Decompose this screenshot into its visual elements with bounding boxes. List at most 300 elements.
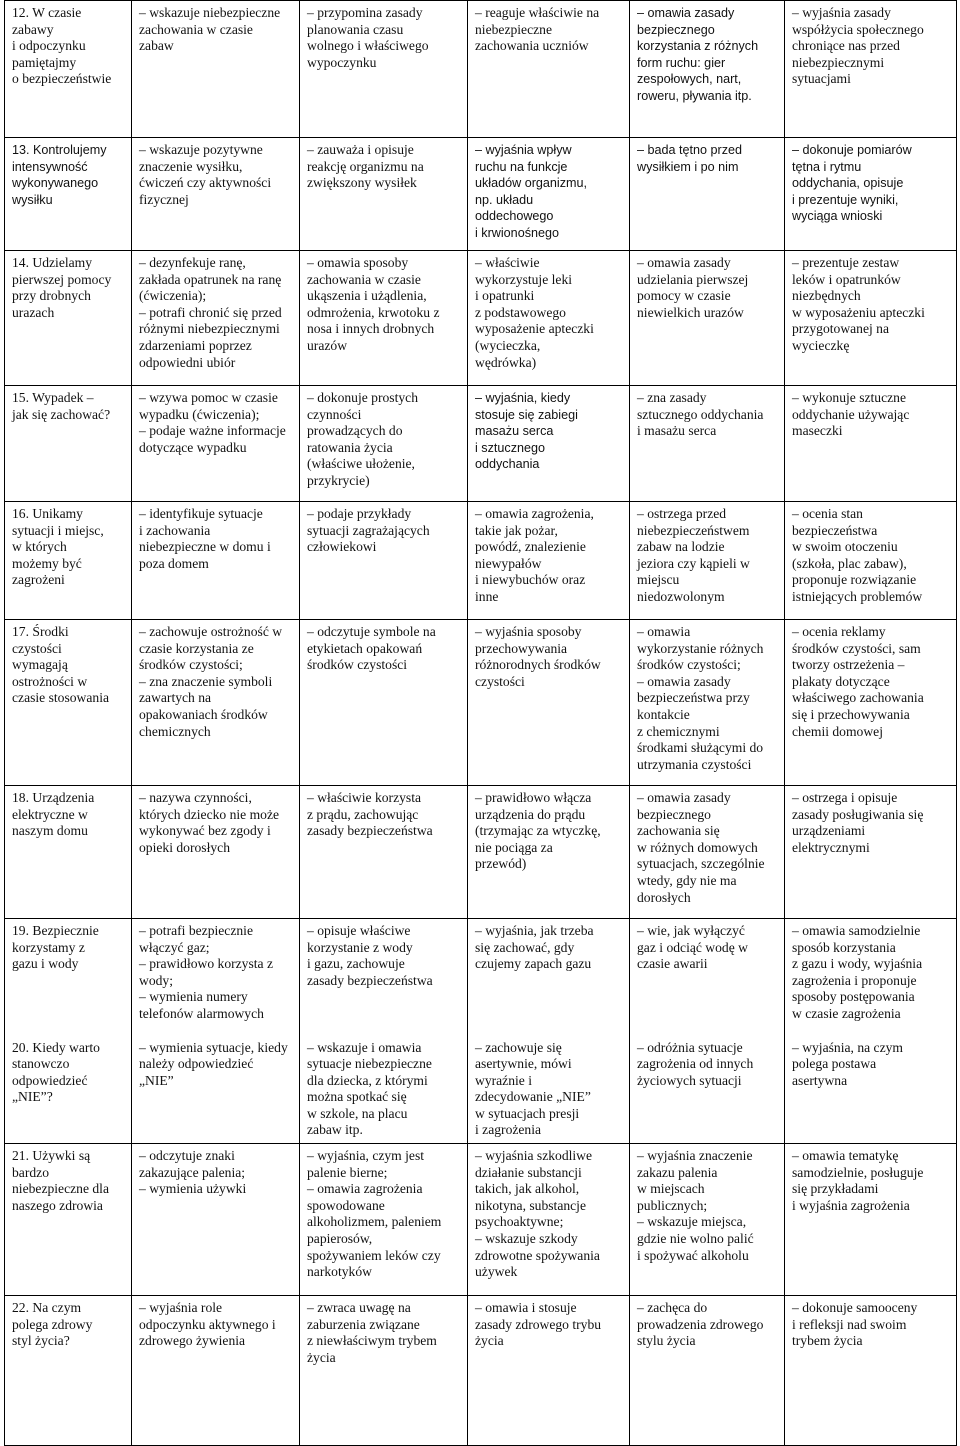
cell-line: z prądu, zachowując bbox=[307, 806, 419, 822]
cell-line: pomocy w czasie bbox=[637, 288, 731, 304]
cell-line: stosuje się zabiegi bbox=[475, 407, 578, 422]
cell-line: – właściwie bbox=[475, 255, 540, 270]
cell-line: odmrożenia, krwotoku z bbox=[307, 304, 440, 320]
cell-line: – omawia zasady bbox=[637, 673, 731, 689]
cell-line: – potrafi bezpiecznie bbox=[139, 923, 253, 938]
cell-line: opieki dorosłych bbox=[139, 839, 230, 855]
table-cell-req-4 bbox=[630, 919, 785, 1036]
cell-line: – wyjaśnia role bbox=[139, 1300, 223, 1316]
cell-line: – wymienia sytuacje, kiedy bbox=[139, 1039, 288, 1055]
cell-line: etykietach opakowań bbox=[307, 640, 423, 656]
cell-line: 18. Urządzenia bbox=[12, 790, 95, 805]
cell-line: – wzywa pomoc w czasie bbox=[139, 390, 278, 405]
cell-line: 20. Kiedy warto bbox=[12, 1039, 100, 1055]
cell-line: – omawia bbox=[637, 624, 691, 639]
cell-line: sposób korzystania bbox=[792, 939, 896, 955]
table-cell-req-1 bbox=[132, 251, 300, 386]
table-row bbox=[5, 1036, 957, 1144]
cell-line: (szkoła, plac zabaw), bbox=[792, 555, 907, 571]
cell-line: układów organizmu, bbox=[475, 176, 588, 191]
cell-line: których dziecko nie może bbox=[139, 806, 280, 822]
cell-line: miejscu bbox=[637, 572, 680, 588]
cell-line: wody; bbox=[139, 972, 173, 988]
cell-line: urazach bbox=[12, 304, 55, 320]
cell-line: poza domem bbox=[139, 555, 209, 571]
table-cell-req-2 bbox=[300, 502, 468, 620]
cell-line: i sztucznego bbox=[475, 440, 546, 455]
table-cell-req-2 bbox=[300, 251, 468, 386]
cell-line: zagrożenia i proponuje bbox=[792, 972, 917, 988]
cell-line: i prezentuje wyniki, bbox=[792, 192, 899, 207]
cell-line: sytuacji zagrażających bbox=[307, 522, 430, 538]
table-cell-req-4 bbox=[630, 1144, 785, 1296]
cell-line: np. układu bbox=[475, 192, 534, 207]
cell-line: – opisuje właściwe bbox=[307, 923, 411, 938]
cell-line: – zachowuje się bbox=[475, 1039, 562, 1055]
cell-line: roweru, pływania itp. bbox=[637, 88, 752, 103]
cell-line: zdarzeniami poprzez bbox=[139, 337, 252, 353]
cell-line: życia bbox=[307, 1349, 336, 1365]
table-cell-topic bbox=[5, 386, 132, 502]
cell-line: współżycia społecznego bbox=[792, 21, 924, 37]
cell-line: stylu życia bbox=[637, 1333, 696, 1349]
cell-line: przechowywania bbox=[475, 640, 568, 656]
cell-line: zasady bezpieczeństwa bbox=[307, 972, 433, 988]
table-cell-req-3 bbox=[468, 1036, 630, 1144]
cell-line: sytuacje niebezpieczne bbox=[307, 1056, 432, 1072]
table-cell-req-1 bbox=[132, 919, 300, 1036]
table-row bbox=[5, 138, 957, 251]
table-cell-req-1 bbox=[132, 1, 300, 138]
cell-line: i spożywać alkoholu bbox=[637, 1247, 749, 1263]
table-cell-req-1 bbox=[132, 1296, 300, 1446]
cell-line: sytuacjach, szczególnie bbox=[637, 856, 765, 872]
cell-line: pamiętajmy bbox=[12, 54, 77, 70]
cell-line: życia bbox=[475, 1333, 504, 1349]
cell-line: – podaje ważne informacje bbox=[139, 423, 286, 439]
cell-line: i zagrożenia bbox=[475, 1122, 542, 1138]
cell-line: – wyjaśnia wpływ bbox=[475, 143, 572, 157]
cell-line: tętna i rytmu bbox=[792, 159, 862, 174]
cell-line: – dokonuje pomiarów bbox=[792, 143, 912, 157]
cell-line: udzielania pierwszej bbox=[637, 271, 749, 287]
cell-line: – omawia zagrożenia bbox=[307, 1181, 423, 1197]
cell-line: – odróżnia sytuacje bbox=[637, 1039, 743, 1055]
table-row bbox=[5, 251, 957, 386]
cell-line: dotyczące wypadku bbox=[139, 439, 247, 455]
cell-line: chemii domowej bbox=[792, 723, 883, 739]
cell-line: papierosów, bbox=[307, 1231, 373, 1247]
table-cell-topic bbox=[5, 502, 132, 620]
cell-line: zasady zdrowego trybu bbox=[475, 1316, 602, 1332]
cell-line: zagrożenia od innych bbox=[637, 1056, 754, 1072]
cell-line: bezpieczeństwa bbox=[792, 522, 878, 538]
cell-line: zaburzenia związane bbox=[307, 1316, 420, 1332]
cell-line: – wyjaśnia, kiedy bbox=[475, 391, 571, 405]
cell-line: bardzo bbox=[12, 1164, 49, 1180]
table-cell-req-1 bbox=[132, 1036, 300, 1144]
cell-line: styl życia? bbox=[12, 1333, 70, 1349]
table-cell-topic bbox=[5, 251, 132, 386]
cell-line: właściwego zachowania bbox=[792, 690, 924, 706]
cell-line: fizycznej bbox=[139, 191, 189, 207]
table-row bbox=[5, 786, 957, 919]
cell-line: zachowania uczniów bbox=[475, 38, 589, 54]
cell-line: oddychania, opisuje bbox=[792, 176, 904, 191]
cell-line: zasady posługiwania się bbox=[792, 806, 924, 822]
cell-line: – wyjaśnia, jak trzeba bbox=[475, 923, 594, 938]
table-cell-req-5 bbox=[785, 251, 957, 386]
cell-line: niebezpieczne bbox=[475, 21, 552, 37]
table-cell-req-1 bbox=[132, 502, 300, 620]
cell-line: – ostrzega i opisuje bbox=[792, 790, 898, 805]
table-cell-req-5 bbox=[785, 1036, 957, 1144]
cell-line: samodzielnie, posługuje bbox=[792, 1164, 924, 1180]
table-cell-topic bbox=[5, 1, 132, 138]
cell-line: i odpoczynku bbox=[12, 38, 86, 54]
table-cell-req-2 bbox=[300, 1144, 468, 1296]
cell-line: – omawia zasady bbox=[637, 6, 735, 20]
cell-line: – dokonuje samooceny bbox=[792, 1300, 918, 1316]
cell-line: odpowiedzieć bbox=[12, 1072, 88, 1088]
cell-line: naszym domu bbox=[12, 823, 88, 839]
cell-line: w sytuacjach presji bbox=[475, 1105, 580, 1121]
cell-line: tworzy ostrzeżenia – bbox=[792, 657, 905, 673]
table-cell-req-3 bbox=[468, 138, 630, 251]
cell-line: wysiłkiem i po nim bbox=[637, 159, 739, 174]
table-cell-req-2 bbox=[300, 1036, 468, 1144]
table-cell-topic bbox=[5, 1296, 132, 1446]
cell-line: zakazujące palenia; bbox=[139, 1164, 246, 1180]
cell-line: urządzenia do prądu bbox=[475, 806, 586, 822]
cell-line: wyciąga wnioski bbox=[792, 209, 883, 224]
cell-line: się i przechowywania bbox=[792, 706, 910, 722]
cell-line: zasady bezpieczeństwa bbox=[307, 823, 433, 839]
table-cell-req-5 bbox=[785, 502, 957, 620]
cell-line: z podstawowego bbox=[475, 304, 566, 320]
cell-line: (ćwiczenia); bbox=[139, 288, 207, 304]
cell-line: wymagają bbox=[12, 657, 68, 673]
cell-line: masażu serca bbox=[475, 424, 554, 439]
cell-line: – zwraca uwagę na bbox=[307, 1300, 411, 1316]
table-cell-req-3 bbox=[468, 786, 630, 919]
table-cell-req-5 bbox=[785, 786, 957, 919]
cell-line: zdrowotne spożywania bbox=[475, 1247, 600, 1263]
cell-line: – wyjaśnia znaczenie bbox=[637, 1148, 753, 1164]
cell-line: takie jak pożar, bbox=[475, 522, 558, 538]
cell-line: czasie stosowania bbox=[12, 690, 110, 706]
cell-line: środków czystości bbox=[307, 657, 408, 673]
cell-line: środków czystości; bbox=[637, 657, 741, 673]
cell-line: prowadzenia zdrowego bbox=[637, 1316, 764, 1332]
cell-line: ćwiczeń czy aktywności bbox=[139, 175, 272, 191]
cell-line: powódź, znalezienie bbox=[475, 539, 586, 555]
cell-line: i niewybuchów oraz bbox=[475, 572, 586, 588]
cell-line: i zachowania bbox=[139, 522, 211, 538]
cell-line: gaz i odciąć wodę w bbox=[637, 939, 748, 955]
table-cell-req-4 bbox=[630, 138, 785, 251]
cell-line: – ocenia reklamy bbox=[792, 624, 886, 639]
table-cell-req-4 bbox=[630, 1036, 785, 1144]
table-cell-req-4 bbox=[630, 502, 785, 620]
cell-line: zakazu palenia bbox=[637, 1164, 718, 1180]
cell-line: opakowaniach środków bbox=[139, 706, 268, 722]
table-row bbox=[5, 620, 957, 786]
table-row bbox=[5, 1, 957, 138]
cell-line: w swoim otoczeniu bbox=[792, 539, 898, 555]
table-cell-req-3 bbox=[468, 1144, 630, 1296]
cell-line: i krwionośnego bbox=[475, 225, 560, 240]
cell-line: – ostrzega przed bbox=[637, 506, 727, 521]
cell-line: należy odpowiedzieć bbox=[139, 1056, 254, 1072]
cell-line: 15. Wypadek – bbox=[12, 390, 94, 405]
cell-line: człowiekowi bbox=[307, 539, 377, 555]
cell-line: czasie awarii bbox=[637, 956, 708, 972]
cell-line: asertywna bbox=[792, 1072, 848, 1088]
cell-line: alkoholizmem, paleniem bbox=[307, 1214, 442, 1230]
cell-line: się zachować, gdy bbox=[475, 939, 575, 955]
cell-line: urazów bbox=[307, 337, 348, 353]
cell-line: czasie korzystania ze bbox=[139, 640, 254, 656]
cell-line: – wykonuje sztuczne bbox=[792, 390, 907, 405]
cell-line: maseczki bbox=[792, 423, 843, 439]
cell-line: działanie substancji bbox=[475, 1164, 582, 1180]
table-cell-topic bbox=[5, 138, 132, 251]
table-cell-req-4 bbox=[630, 1, 785, 138]
cell-line: sposoby postępowania bbox=[792, 989, 915, 1005]
cell-line: wyposażenie apteczki bbox=[475, 321, 594, 337]
cell-line: życiowych sytuacji bbox=[637, 1072, 742, 1088]
cell-line: – wyjaśnia szkodliwe bbox=[475, 1148, 593, 1164]
cell-line: jeziora czy kąpieli w bbox=[637, 555, 750, 571]
cell-line: chemicznych bbox=[139, 723, 211, 739]
cell-line: w miejscach bbox=[637, 1181, 705, 1197]
cell-line: elektryczne w bbox=[12, 806, 88, 822]
cell-line: psychoaktywne; bbox=[475, 1214, 564, 1230]
table-cell-topic bbox=[5, 1144, 132, 1296]
cell-line: – ocenia stan bbox=[792, 506, 863, 521]
cell-line: polega postawa bbox=[792, 1056, 877, 1072]
cell-line: wolnego i właściwego bbox=[307, 38, 429, 54]
cell-line: przygotowanej na bbox=[792, 321, 890, 337]
cell-line: w których bbox=[12, 539, 67, 555]
cell-line: zakłada opatrunek na ranę bbox=[139, 271, 282, 287]
cell-line: zabawy bbox=[12, 21, 54, 37]
cell-line: leków i opatrunków bbox=[792, 271, 901, 287]
cell-line: kontakcie bbox=[637, 706, 690, 722]
cell-line: narkotyków bbox=[307, 1264, 372, 1280]
cell-line: 21. Używki są bbox=[12, 1148, 91, 1164]
cell-line: dla dziecka, z którymi bbox=[307, 1072, 428, 1088]
table-cell-req-4 bbox=[630, 251, 785, 386]
cell-line: nie pociąga za bbox=[475, 839, 553, 855]
cell-line: w szkole, na placu bbox=[307, 1105, 408, 1121]
cell-line: inne bbox=[475, 588, 499, 604]
cell-line: zdrowego żywienia bbox=[139, 1333, 246, 1349]
cell-line: włączyć gaz; bbox=[139, 939, 210, 955]
cell-line: bezpiecznego bbox=[637, 806, 711, 822]
cell-line: 17. Środki bbox=[12, 624, 69, 639]
cell-line: – prawidłowo korzysta z bbox=[139, 956, 274, 972]
cell-line: zwiększony wysiłek bbox=[307, 175, 417, 191]
cell-line: – zna zasady bbox=[637, 390, 707, 405]
cell-line: czujemy zapach gazu bbox=[475, 956, 592, 972]
cell-line: korzystamy z bbox=[12, 939, 85, 955]
cell-line: zachowania w czasie bbox=[139, 21, 253, 37]
cell-line: wykorzystanie różnych bbox=[637, 640, 764, 656]
cell-line: – właściwie korzysta bbox=[307, 790, 422, 805]
cell-line: niebezpieczeństwem bbox=[637, 522, 750, 538]
curriculum-table bbox=[4, 0, 957, 1446]
table-cell-req-1 bbox=[132, 1144, 300, 1296]
table-cell-topic bbox=[5, 620, 132, 786]
cell-line: – prezentuje zestaw bbox=[792, 255, 900, 270]
cell-line: – omawia samodzielnie bbox=[792, 923, 921, 938]
cell-line: przewód) bbox=[475, 856, 527, 872]
cell-line: – wie, jak wyłączyć bbox=[637, 923, 745, 938]
table-row bbox=[5, 1296, 957, 1446]
cell-line: środków czystości; bbox=[139, 657, 243, 673]
table-cell-req-3 bbox=[468, 251, 630, 386]
table-row bbox=[5, 502, 957, 620]
cell-line: 19. Bezpiecznie bbox=[12, 923, 99, 938]
table-cell-req-1 bbox=[132, 620, 300, 786]
cell-line: – zachowuje ostrożność w bbox=[139, 624, 283, 639]
cell-line: z niewłaściwym trybem bbox=[307, 1333, 437, 1349]
cell-line: intensywność bbox=[12, 159, 88, 174]
cell-line: wykonywać bez zgody i bbox=[139, 823, 271, 839]
cell-line: niewielkich urazów bbox=[637, 304, 744, 320]
table-cell-topic bbox=[5, 1036, 132, 1144]
cell-line: możemy być bbox=[12, 555, 82, 571]
cell-line: korzystanie z wody bbox=[307, 939, 413, 955]
table-cell-req-4 bbox=[630, 786, 785, 919]
cell-line: o bezpieczeństwie bbox=[12, 71, 112, 87]
cell-line: bezpiecznego bbox=[637, 22, 715, 37]
cell-line: – omawia zasady bbox=[637, 790, 731, 805]
cell-line: – wskazuje i omawia bbox=[307, 1039, 422, 1055]
table-cell-req-4 bbox=[630, 386, 785, 502]
table-cell-req-2 bbox=[300, 919, 468, 1036]
cell-line: – omawia zagrożenia, bbox=[475, 506, 594, 521]
cell-line: środków czystości, sam bbox=[792, 640, 921, 656]
cell-line: asertywnie, mówi bbox=[475, 1056, 572, 1072]
cell-line: różnymi niebezpiecznymi bbox=[139, 321, 280, 337]
curriculum-table-page bbox=[4, 0, 956, 1446]
table-row bbox=[5, 386, 957, 502]
cell-line: – omawia zasady bbox=[637, 255, 731, 270]
cell-line: nikotyna, substancje bbox=[475, 1197, 586, 1213]
cell-line: oddychanie używając bbox=[792, 406, 910, 422]
table-cell-req-4 bbox=[630, 1296, 785, 1446]
cell-line: przykrycie) bbox=[307, 472, 370, 488]
table-cell-req-3 bbox=[468, 919, 630, 1036]
table-cell-req-2 bbox=[300, 138, 468, 251]
cell-line: i wyjaśnia zagrożenia bbox=[792, 1197, 910, 1213]
table-cell-req-3 bbox=[468, 1296, 630, 1446]
cell-line: publicznych; bbox=[637, 1197, 708, 1213]
cell-line: używek bbox=[475, 1264, 518, 1280]
cell-line: sztucznego oddychania bbox=[637, 406, 764, 422]
cell-line: zabaw itp. bbox=[307, 1122, 363, 1138]
table-cell-topic bbox=[5, 919, 132, 1036]
table-cell-req-5 bbox=[785, 386, 957, 502]
cell-line: i opatrunki bbox=[475, 288, 535, 304]
table-cell-req-2 bbox=[300, 1, 468, 138]
cell-line: wykonywanego bbox=[12, 176, 99, 191]
cell-line: (wycieczka, bbox=[475, 337, 541, 353]
cell-line: wykorzystuje leki bbox=[475, 271, 573, 287]
cell-line: niedozwolonym bbox=[637, 588, 725, 604]
cell-line: polega zdrowy bbox=[12, 1316, 93, 1332]
cell-line: wypadku (ćwiczenia); bbox=[139, 406, 260, 422]
cell-line: – dokonuje prostych bbox=[307, 390, 419, 405]
table-cell-req-2 bbox=[300, 386, 468, 502]
cell-line: oddechowego bbox=[475, 209, 554, 224]
cell-line: – omawia i stosuje bbox=[475, 1300, 577, 1316]
cell-line: – wymienia używki bbox=[139, 1181, 247, 1197]
cell-line: spożywaniem leków czy bbox=[307, 1247, 441, 1263]
cell-line: – prawidłowo włącza bbox=[475, 790, 592, 805]
cell-line: 14. Udzielamy bbox=[12, 255, 93, 270]
table-cell-req-2 bbox=[300, 620, 468, 786]
cell-line: ruchu na funkcje bbox=[475, 159, 568, 174]
table-cell-req-5 bbox=[785, 1144, 957, 1296]
table-cell-req-5 bbox=[785, 620, 957, 786]
table-cell-req-5 bbox=[785, 1, 957, 138]
cell-line: 22. Na czym bbox=[12, 1300, 82, 1316]
table-cell-req-1 bbox=[132, 138, 300, 251]
cell-line: – nazywa czynności, bbox=[139, 790, 252, 805]
cell-line: prowadzących do bbox=[307, 423, 403, 439]
cell-line: ukąszenia i użądlenia, bbox=[307, 288, 427, 304]
cell-line: wypoczynku bbox=[307, 54, 377, 70]
cell-line: urządzeniami bbox=[792, 823, 866, 839]
cell-line: planowania czasu bbox=[307, 21, 404, 37]
cell-line: wycieczkę bbox=[792, 337, 850, 353]
cell-line: dorosłych bbox=[637, 889, 691, 905]
cell-line: zdecydowanie „NIE” bbox=[475, 1089, 591, 1105]
cell-line: – odczytuje symbole na bbox=[307, 624, 436, 639]
cell-line: – zachęca do bbox=[637, 1300, 708, 1316]
table-cell-req-3 bbox=[468, 386, 630, 502]
cell-line: bezpieczeństwa przy bbox=[637, 690, 750, 706]
cell-line: – wyjaśnia, czym jest bbox=[307, 1148, 425, 1164]
cell-line: i masażu serca bbox=[637, 423, 717, 439]
cell-line: oddychania bbox=[475, 457, 540, 472]
cell-line: gdzie nie wolno palić bbox=[637, 1231, 754, 1247]
table-cell-req-2 bbox=[300, 1296, 468, 1446]
cell-line: wyraźnie i bbox=[475, 1072, 532, 1088]
cell-line: utrzymania czystości bbox=[637, 756, 752, 772]
cell-line: w wyposażeniu apteczki bbox=[792, 304, 925, 320]
table-cell-req-5 bbox=[785, 1296, 957, 1446]
table-cell-req-3 bbox=[468, 620, 630, 786]
cell-line: można spotkać się bbox=[307, 1089, 407, 1105]
cell-line: spowodowane bbox=[307, 1197, 385, 1213]
cell-line: – wymienia numery bbox=[139, 989, 248, 1005]
cell-line: niebezpieczne w domu i bbox=[139, 539, 271, 555]
cell-line: niezbędnych bbox=[792, 288, 861, 304]
cell-line: z gazu i wody, wyjaśnia bbox=[792, 956, 923, 972]
cell-line: czystości bbox=[475, 673, 525, 689]
cell-line: zawartych na bbox=[139, 690, 212, 706]
cell-line: i gazu, zachowuje bbox=[307, 956, 405, 972]
cell-line: gazu i wody bbox=[12, 956, 79, 972]
cell-line: – wskazuje miejsca, bbox=[637, 1214, 747, 1230]
cell-line: stanowczo bbox=[12, 1056, 70, 1072]
cell-line: korzystania z różnych bbox=[637, 39, 759, 54]
